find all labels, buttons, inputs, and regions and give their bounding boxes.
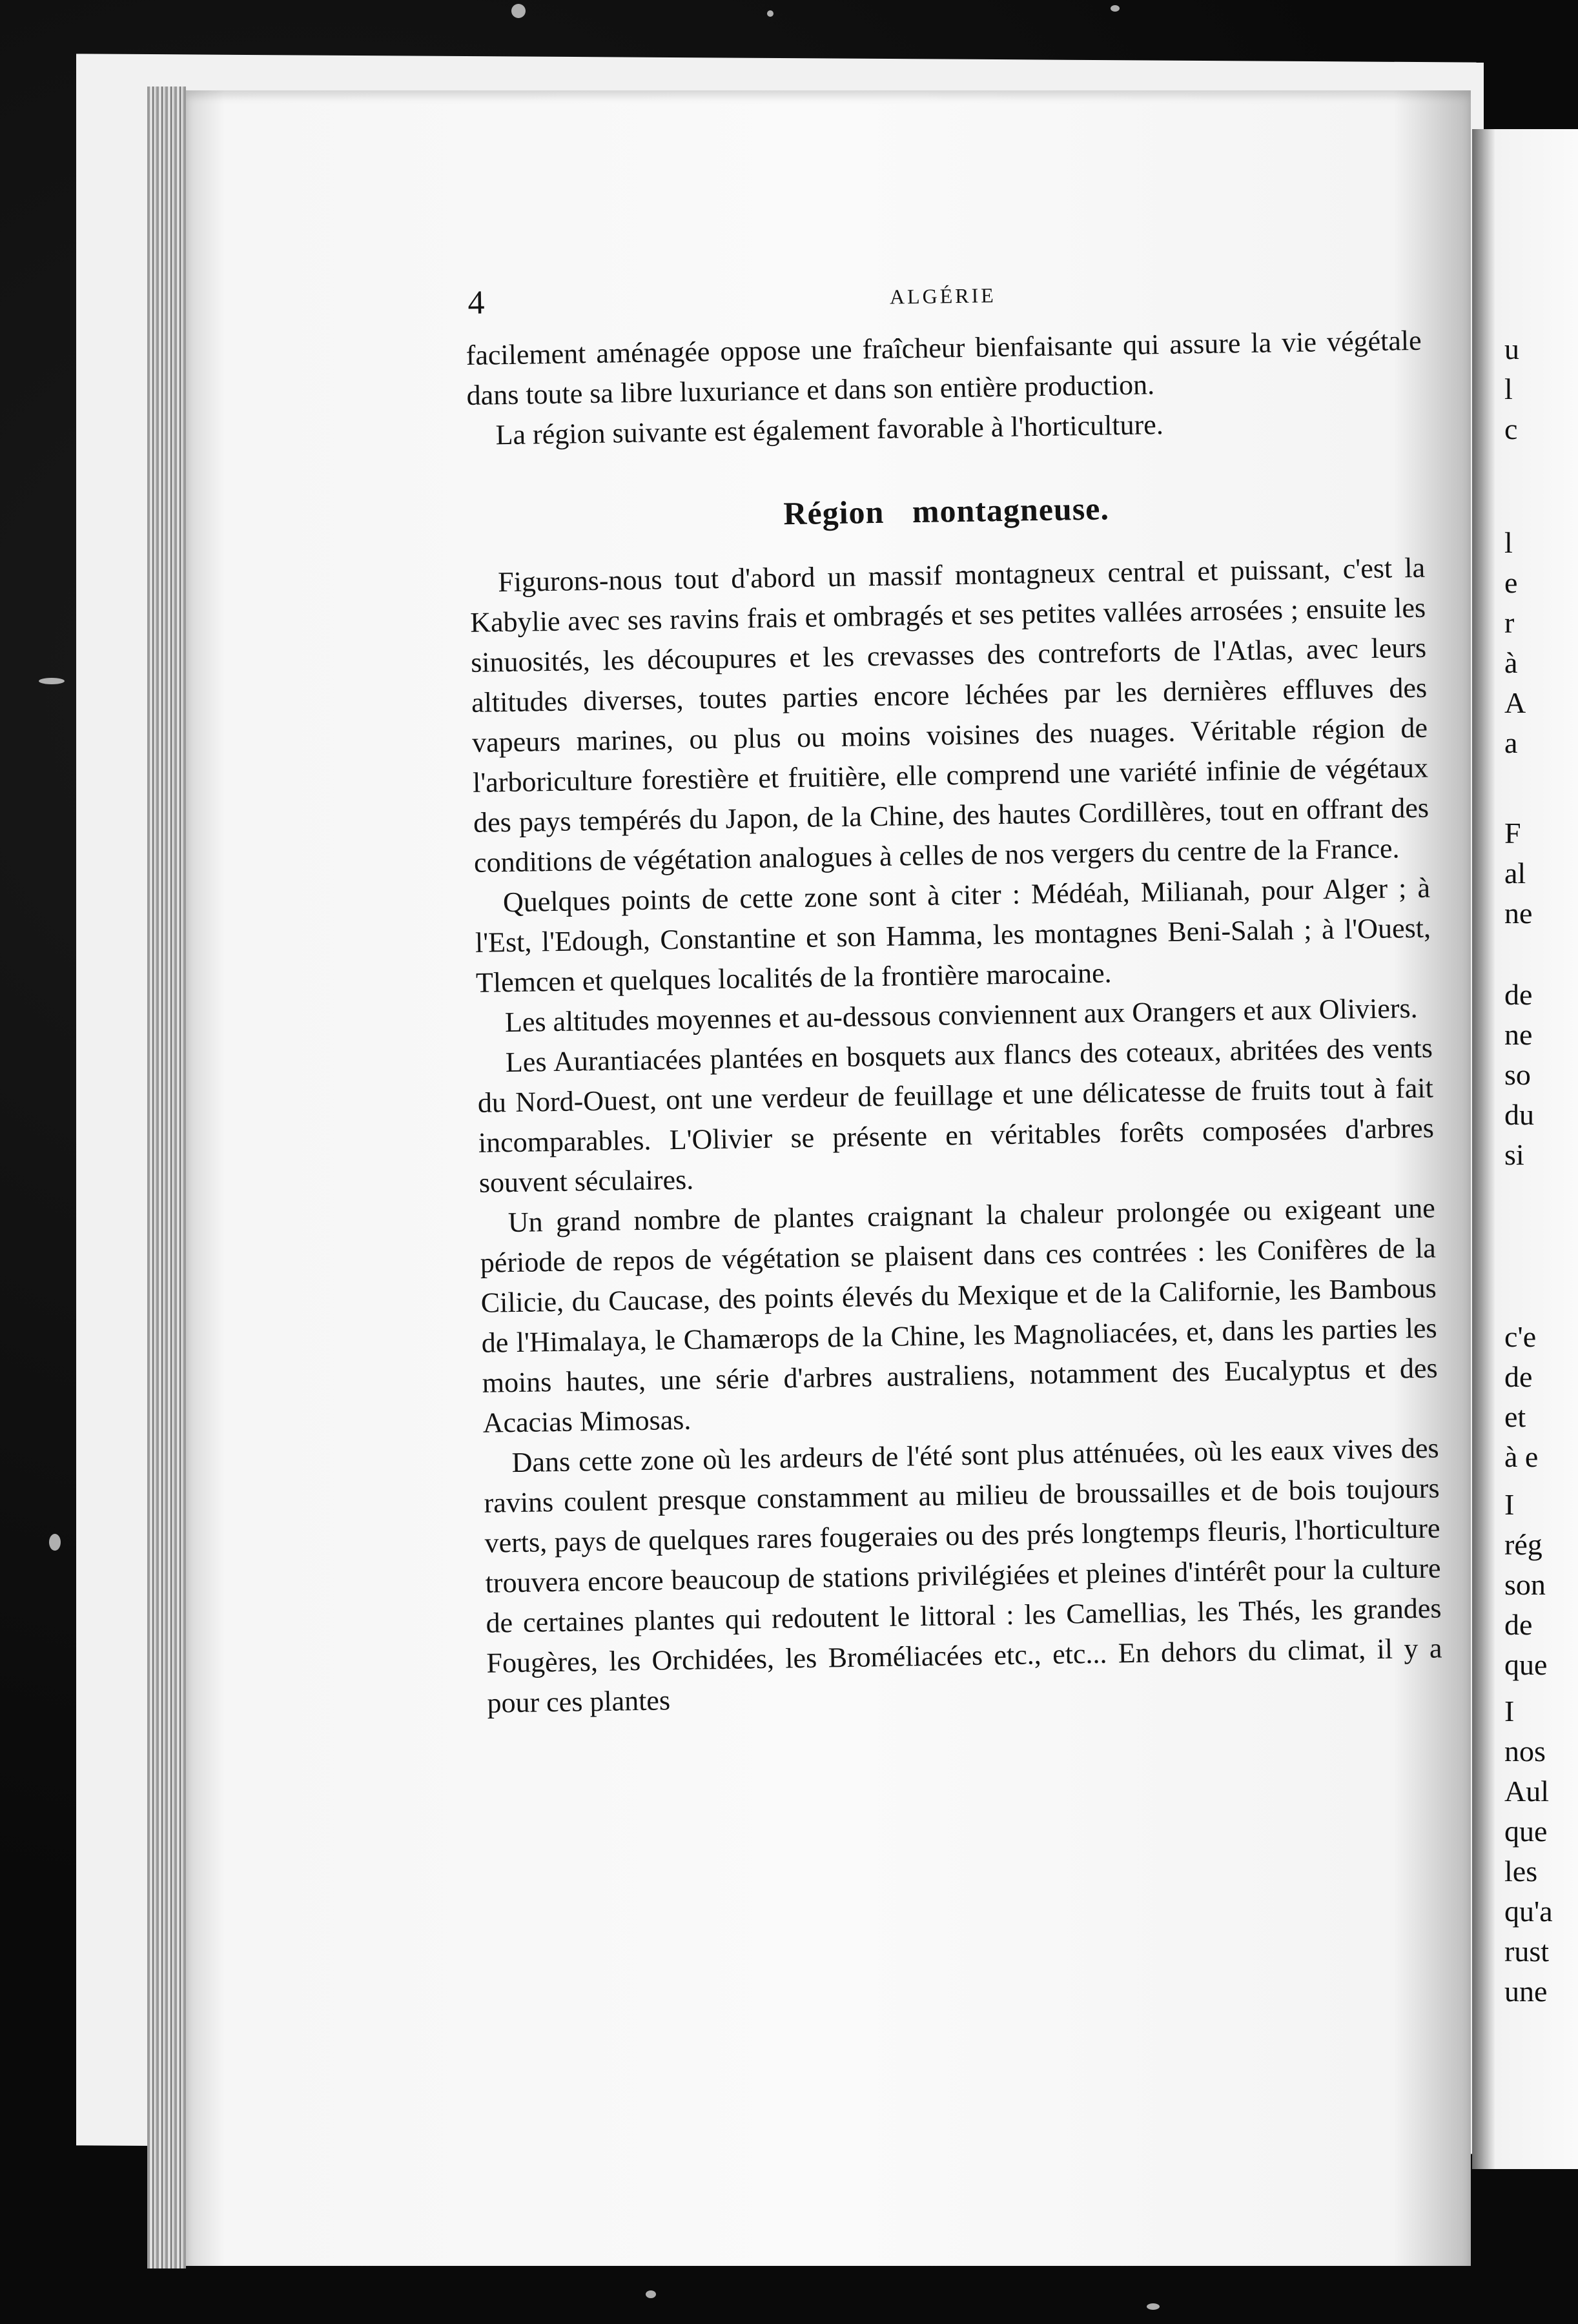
facing-page-fragment: ne [1504, 897, 1533, 930]
facing-page-fragment: si [1504, 1138, 1524, 1171]
facing-page-fragment: qu'a [1504, 1895, 1553, 1928]
facing-page-fragment: rust [1504, 1935, 1549, 1968]
page-stack-edge [147, 87, 186, 2268]
paragraph: Les altitudes moyennes et au-dessous conviennent aux Orangers et aux Oliviers. [504, 992, 1418, 1039]
dust-speck [1147, 2303, 1160, 2310]
facing-page-fragment: rég [1504, 1528, 1542, 1561]
facing-page-fragment: à [1504, 646, 1518, 679]
facing-page-fragment: a [1504, 726, 1518, 759]
facing-page-fragment: de [1504, 1360, 1533, 1393]
facing-page-fragment: du [1504, 1098, 1534, 1131]
dust-speck [511, 4, 526, 18]
section-heading: Région montagneuse. [783, 490, 1110, 532]
paragraph: La région suivante est également favorable à l'horticulture. [495, 409, 1164, 451]
facing-page-fragment: al [1504, 857, 1526, 890]
facing-page-fragment: que [1504, 1815, 1548, 1848]
page-number: 4 [467, 284, 485, 321]
paragraph: facilement aménagée oppose une fraîcheur bienfaisante qui assure la vie végétale dans toute sa libre luxuriance et dans son entière production. [466, 324, 1422, 411]
paragraph: Dans cette zone où les ardeurs de l'été sont plus atténuées, où les eaux vives des ravins coulent presque constamment au milieu de broussailles et de bois toujours verts, pays de quelques rares fougeraies ou des prés longtemps fleuris, l'horticulture trouvera encore beaucoup de stations privilégiées et pleines d'intérêt pour la culture de certaines plantes qui redoutent le littoral : les Camellias, les Thés, les grandes Fougères, les Orchidées, les Broméliacées etc., etc... En dehors du climat, il y a pour ces plantes [484, 1432, 1442, 1719]
facing-page-fragment: I [1504, 1488, 1515, 1521]
facing-page-fragment: so [1504, 1058, 1531, 1091]
facing-page-fragment: Aul [1504, 1775, 1549, 1808]
facing-page-fragment: A [1504, 686, 1526, 719]
facing-page-fragment: c'e [1504, 1320, 1537, 1353]
facing-page-fragment: de [1504, 978, 1533, 1011]
facing-page-fragment: r [1504, 606, 1515, 639]
paragraph: Les Aurantiacées plantées en bosquets aux flancs des coteaux, abritées des vents du Nord-Ouest, ont une verdeur de feuillage et une délicatesse de fruits tout à fait incomparables. L'Olivier se présente en véritables forêts composées d'arbres souvent séculaires. [477, 1032, 1435, 1199]
running-head-title: ALGÉRIE [889, 283, 997, 309]
dust-speck [767, 10, 774, 17]
facing-page-fragment: les [1504, 1855, 1538, 1888]
facing-page-fragment: I [1504, 1695, 1515, 1728]
facing-page-fragment: à e [1504, 1440, 1539, 1473]
paragraph: Figurons-nous tout d'abord un massif montagneux central et puissant, c'est la Kabylie avec ses ravins frais et ombragés et ses petites vallées arrosées ; ensuite les sinuosités, les découpures et les crevasses des contreforts de l'Atlas, avec leurs altitudes diverses, toutes parties encore léchées par les dernières effluves des vapeurs marines, ou plus ou moins voisines des nuages. Véritable région de l'arboriculture forestière et fruitière, elle comprend une variété infinie de végétaux des pays tempérés du Japon, de la Chine, des hautes Cordillères, tout en offrant des conditions de végétation analogues à celles de nos vergers du centre de la France. [469, 551, 1429, 879]
paragraph: Un grand nombre de plantes craignant la chaleur prolongée ou exigeant une période de repos de végétation se plaisent dans ces contrées : les Conifères de la Cilicie, du Caucase, des points élevés du Mexique et de la Californie, les Bambous de l'Himalaya, le Chamærops de la Chine, les Magnoliacées, et, dans les parties les moins hautes, une série d'arbres australiens, notamment des Eucalyptus et des Acacias Mimosas. [480, 1192, 1438, 1439]
facing-page-fragment: que [1504, 1648, 1548, 1681]
facing-page-fragment: de [1504, 1608, 1533, 1641]
dust-speck [39, 678, 65, 684]
facing-page-fragment: nos [1504, 1735, 1546, 1768]
facing-page-fragment: l [1504, 526, 1513, 559]
facing-page-fragment: ne [1504, 1018, 1533, 1051]
dust-speck [646, 2290, 656, 2298]
facing-page-edge [1472, 129, 1578, 2169]
facing-page-fragment: son [1504, 1568, 1546, 1601]
dust-speck [1111, 5, 1120, 12]
facing-page-fragment: e [1504, 566, 1518, 599]
facing-page-fragment: l [1504, 372, 1513, 405]
facing-page-fragment: u [1504, 332, 1519, 365]
facing-page-fragment: c [1504, 413, 1518, 445]
dust-speck [49, 1534, 61, 1551]
facing-page-fragment: et [1504, 1400, 1526, 1433]
facing-page-fragment: une [1504, 1975, 1548, 2008]
page-text-block [465, 269, 1443, 1724]
paragraph: Quelques points de cette zone sont à citer : Médéah, Milianah, pour Alger ; à l'Est, l'Edough, Constantine et son Hamma, les montagnes Beni-Salah ; à l'Ouest, Tlemcen et quelques localités de la frontière marocaine. [475, 872, 1431, 999]
facing-page-fragment: F [1504, 817, 1521, 850]
